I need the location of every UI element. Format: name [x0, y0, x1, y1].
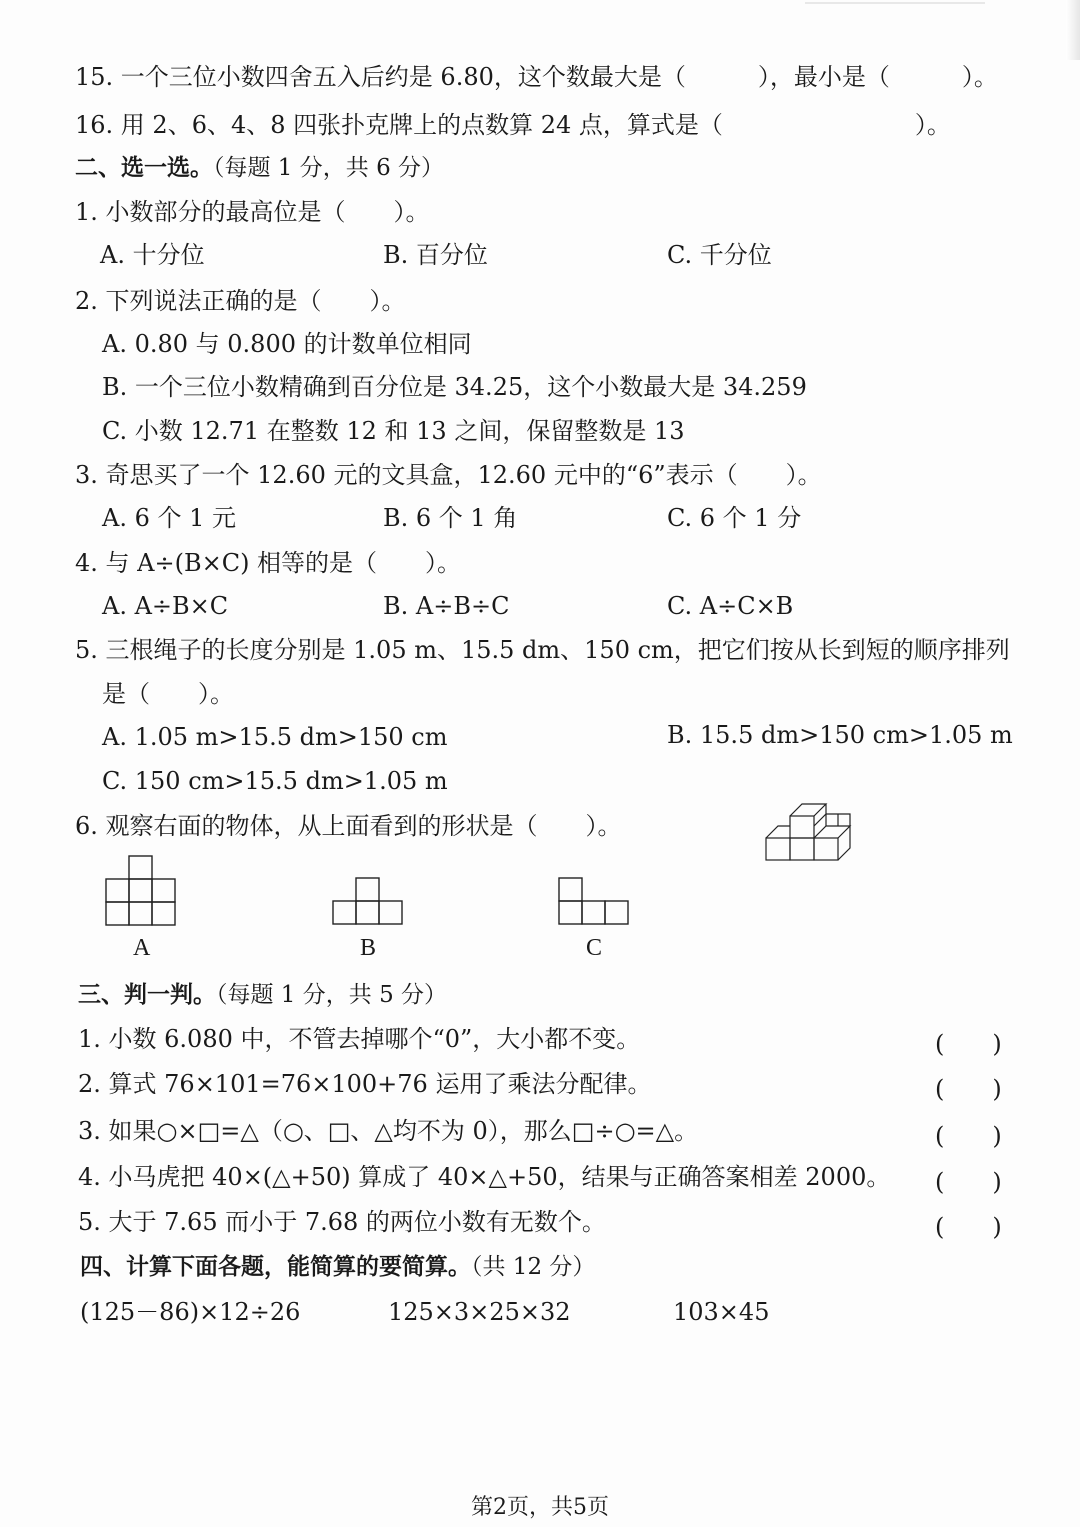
cube-face	[766, 838, 790, 860]
mc-q5-option-b: B. 15.5 dm>150 cm>1.05 m	[667, 721, 1013, 749]
mc-q5-option-a: A. 1.05 m>15.5 dm>150 cm	[102, 723, 448, 751]
cube-face	[814, 838, 838, 860]
calc-expression-1: (125－86)×12÷26	[80, 1298, 301, 1326]
view-option-c-label: C	[586, 935, 603, 961]
cube-face	[790, 838, 814, 860]
judge-answer-4: ( )	[935, 1168, 1002, 1196]
cube-face	[790, 816, 814, 838]
judge-answer-1: ( )	[935, 1030, 1002, 1058]
mc-q4-option-b: B. A÷B÷C	[383, 592, 510, 620]
mc-q1-option-c: C. 千分位	[667, 241, 772, 269]
section2-score: （每题 1 分，共 6 分）	[213, 155, 445, 181]
view-option-a-figure	[104, 855, 178, 927]
mc-q2-option-a: A. 0.80 与 0.800 的计数单位相同	[102, 330, 472, 358]
mc-q3-option-c: C. 6 个 1 分	[667, 504, 802, 532]
judge-item-3: 3. 如果○×□=△（○、□、△均不为 0），那么□÷○=△。	[78, 1117, 699, 1145]
page-footer: 第2页，共5页	[471, 1495, 609, 1520]
cube-stack-figure	[760, 800, 860, 870]
mc-q1-option-a: A. 十分位	[100, 241, 205, 269]
view-option-b-figure	[331, 877, 405, 927]
section3-heading	[78, 980, 447, 1010]
mc-question-4: 4. 与 A÷(B×C) 相等的是（ ）。	[75, 549, 462, 577]
fill-item-15: 15. 一个三位小数四舍五入后约是 6.80，这个数最大是（ ），最小是（ ）。	[75, 63, 998, 91]
judge-item-1: 1. 小数 6.080 中，不管去掉哪个“0”，大小都不变。	[78, 1025, 641, 1053]
mc-question-6: 6. 观察右面的物体，从上面看到的形状是（ ）。	[75, 812, 622, 840]
mc-question-5-cont: 是（ ）。	[102, 680, 234, 708]
mc-question-2: 2. 下列说法正确的是（ ）。	[75, 287, 406, 315]
view-option-a-label: A	[133, 935, 151, 961]
section2-heading	[75, 153, 444, 183]
judge-item-5: 5. 大于 7.65 而小于 7.68 的两位小数有无数个。	[78, 1208, 606, 1236]
mc-q2-option-c: C. 小数 12.71 在整数 12 和 13 之间，保留整数是 13	[102, 417, 685, 445]
mc-q3-option-b: B. 6 个 1 角	[383, 504, 518, 532]
view-option-c-figure	[557, 877, 631, 927]
judge-item-2: 2. 算式 76×101=76×100+76 运用了乘法分配律。	[78, 1070, 652, 1098]
judge-answer-5: ( )	[935, 1213, 1002, 1241]
mc-question-1: 1. 小数部分的最高位是（ ）。	[75, 198, 430, 226]
calc-expression-2: 125×3×25×32	[388, 1298, 571, 1326]
mc-q3-option-a: A. 6 个 1 元	[102, 504, 237, 532]
mc-q4-option-a: A. A÷B×C	[102, 592, 229, 620]
calc-expression-3: 103×45	[673, 1298, 770, 1326]
section2-title: 二、选一选。	[75, 154, 213, 181]
scan-edge	[1066, 0, 1080, 60]
mc-q2-option-b: B. 一个三位小数精确到百分位是 34.25，这个小数最大是 34.259	[102, 373, 807, 401]
mc-q4-option-c: C. A÷C×B	[667, 592, 794, 620]
mc-q1-option-b: B. 百分位	[383, 241, 488, 269]
scan-artifact-line	[805, 2, 985, 4]
mc-q5-option-c: C. 150 cm>15.5 dm>1.05 m	[102, 767, 448, 795]
view-option-b-label: B	[360, 935, 377, 961]
section3-title: 三、判一判。	[78, 981, 216, 1008]
judge-answer-3: ( )	[935, 1122, 1002, 1150]
fill-item-16: 16. 用 2、6、4、8 四张扑克牌上的点数算 24 点，算式是（ ）。	[75, 111, 951, 139]
judge-answer-2: ( )	[935, 1075, 1002, 1103]
section4-title: 四、计算下面各题，能简算的要简算。	[80, 1253, 471, 1280]
mc-question-5: 5. 三根绳子的长度分别是 1.05 m、15.5 dm、150 cm，把它们按从长到短的顺序排列	[75, 636, 1010, 664]
section4-score: （共 12 分）	[471, 1254, 596, 1280]
section4-heading	[80, 1252, 595, 1282]
mc-question-3: 3. 奇思买了一个 12.60 元的文具盒，12.60 元中的“6”表示（ ）。	[75, 461, 822, 489]
section3-score: （每题 1 分，共 5 分）	[216, 982, 448, 1008]
judge-item-4: 4. 小马虎把 40×(△+50) 算成了 40×△+50，结果与正确答案相差 2000。	[78, 1163, 891, 1191]
